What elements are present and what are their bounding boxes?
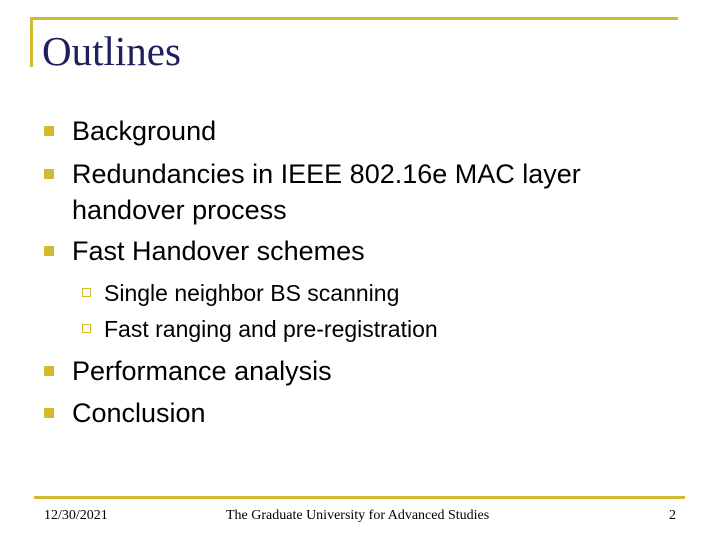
footer-divider: [34, 496, 685, 499]
hollow-square-icon: [82, 324, 91, 333]
filled-square-icon: [44, 408, 54, 418]
hollow-square-icon: [82, 288, 91, 297]
filled-square-icon: [44, 126, 54, 136]
filled-square-icon: [44, 169, 54, 179]
sub-bullet-single-neighbor-scanning: Single neighbor BS scanning: [104, 280, 400, 306]
page-number: 2: [669, 508, 676, 523]
bullet-background: Background: [72, 116, 217, 146]
footer-organization: The Graduate University for Advanced Studies: [226, 508, 490, 523]
filled-square-icon: [44, 246, 54, 256]
footer-date: 12/30/2021: [44, 508, 108, 523]
slide-title: Outlines: [42, 28, 181, 74]
bullet-performance-analysis: Performance analysis: [72, 356, 332, 386]
filled-square-icon: [44, 366, 54, 376]
bullet-redundancies-continued: handover process: [72, 195, 287, 225]
bullet-fast-handover-schemes: Fast Handover schemes: [72, 236, 365, 266]
bullet-conclusion: Conclusion: [72, 398, 206, 428]
bullet-redundancies: Redundancies in IEEE 802.16e MAC layer: [72, 159, 581, 189]
sub-bullet-fast-ranging: Fast ranging and pre-registration: [104, 316, 438, 342]
